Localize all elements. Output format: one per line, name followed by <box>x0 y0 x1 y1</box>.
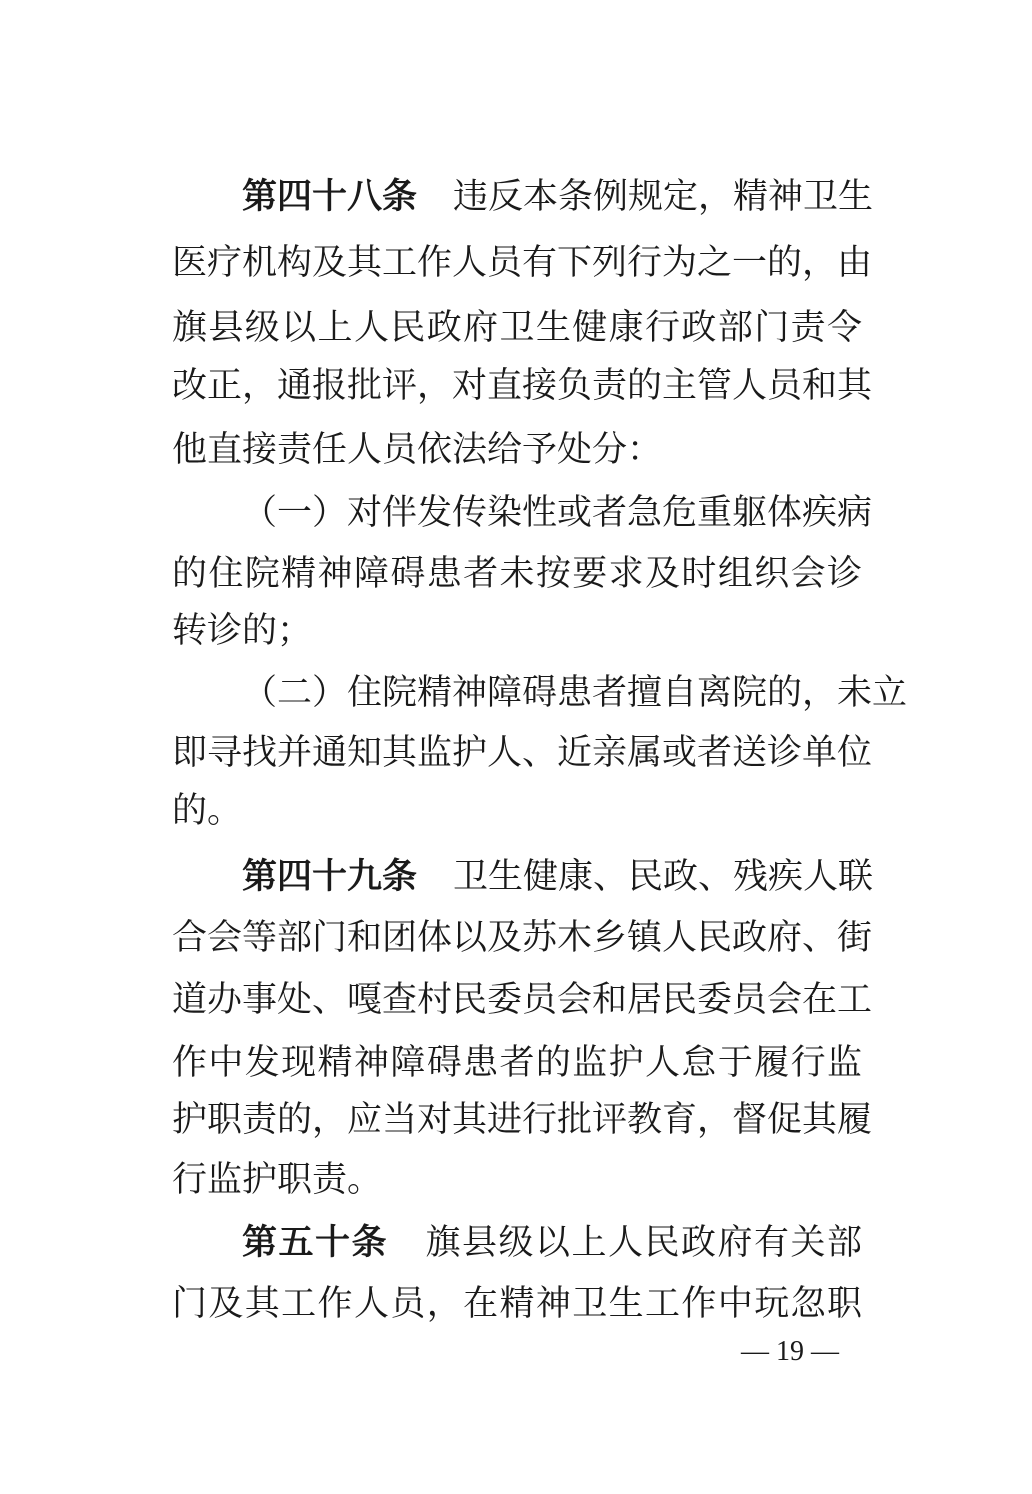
article-49-first-line <box>242 844 874 910</box>
article-49-line: 合会等部门和团体以及苏木乡镇人民政府、街 <box>172 918 873 958</box>
article-48-heading: 第四十八条 <box>242 177 418 217</box>
article-49-line: 护职责的，应当对其进行批评教育，督促其履 <box>172 1100 873 1140</box>
article-50-heading: 第五十条 <box>242 1223 388 1263</box>
item-2-line: 即寻找并通知其监护人、近亲属或者送诊单位 <box>172 733 873 773</box>
item-2-line: 的。 <box>172 791 243 831</box>
article-50-text: 旗县级以上人民政府有关部 <box>424 1223 862 1263</box>
article-48-line: 旗县级以上人民政府卫生健康行政部门责令 <box>172 308 862 348</box>
article-49-line: 行监护职责。 <box>172 1160 383 1200</box>
article-48-first-line <box>242 164 874 230</box>
article-50-first-line <box>242 1210 862 1276</box>
item-1-line: （一）对伴发传染性或者急危重躯体疾病 <box>242 493 873 533</box>
article-48-line: 改正，通报批评，对直接负责的主管人员和其 <box>172 366 873 406</box>
item-1-line: 的住院精神障碍患者未按要求及时组织会诊 <box>172 554 862 594</box>
article-50-line: 门及其工作人员，在精神卫生工作中玩忽职 <box>172 1284 862 1324</box>
article-49-text: 卫生健康、民政、残疾人联 <box>453 857 874 897</box>
article-49-heading: 第四十九条 <box>242 857 418 897</box>
item-1-line: 转诊的； <box>172 611 313 651</box>
article-48-line: 他直接责任人员依法给予处分： <box>172 430 663 470</box>
article-49-line: 道办事处、嘎查村民委员会和居民委员会在工 <box>172 980 873 1020</box>
article-48-text: 违反本条例规定，精神卫生 <box>453 177 874 217</box>
page-number: — 19 — <box>741 1336 839 1367</box>
article-49-line: 作中发现精神障碍患者的监护人怠于履行监 <box>172 1043 862 1083</box>
item-2-line: （二）住院精神障碍患者擅自离院的，未立 <box>242 673 908 713</box>
article-48-line: 医疗机构及其工作人员有下列行为之一的，由 <box>172 243 873 283</box>
